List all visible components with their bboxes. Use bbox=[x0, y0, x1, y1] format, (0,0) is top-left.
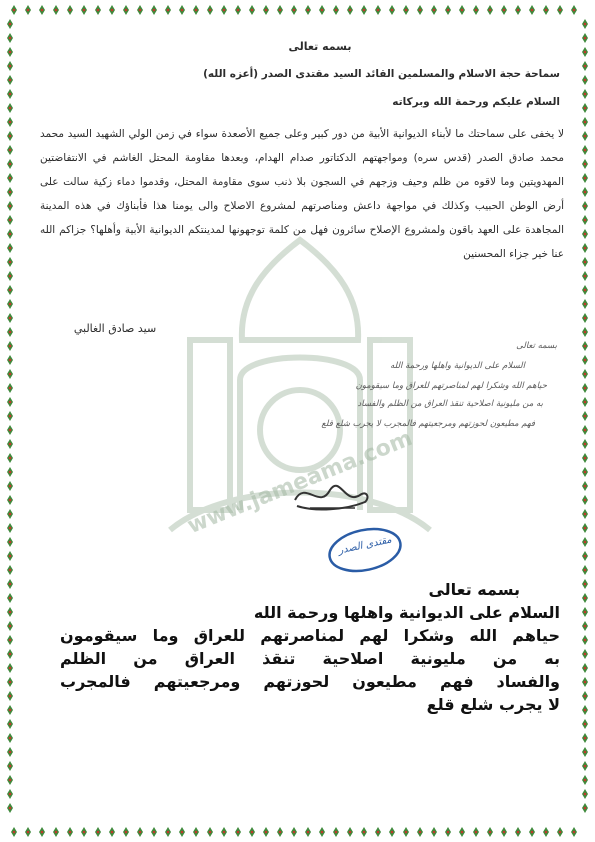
watermark-text: www.jameama.com bbox=[183, 425, 417, 540]
handwritten-reply bbox=[245, 335, 565, 595]
letter-basmala: بسمه تعالى bbox=[288, 40, 352, 53]
letter-sender: سيد صادق الغالبي bbox=[73, 322, 157, 335]
letter-body: لا يخفى على سماحتك ما لأبناء الديوانية الأبية من دور كبير وعلى جميع الأصعدة سواء في زمن الولي الشهيد السيد محمد محمد صادق الصدر (قدس سره) ومواجهتهم الدكتاتور صدام الهدام، وبعدها مقاومة المحتل الغاشم في الانتفاضتين المهدويتين وما لاقوه من ظلم وحيف وزجهم في السجون بلا ذنب سوى مقاومة المحتل، وقدموا دماء زكية سالت على أرض الوطن الحبيب وكذلك في مواجهة داعش ومناصرتهم لمشروع الاصلاح والى يومنا هذا فأبناؤك في هذه المدينة المجاهدة على العهد باقون ولمشروع الإصلاح سائرون فهل من كلمة توجهونها لمدينتكم الديوانية الأبية وأهلها؟ جزاكم الله عنا خير جزاء المحسنين bbox=[40, 128, 564, 260]
handwritten-line: حياهم الله وشكرا لهم لمناصرتهم للعراق وما سيقومون bbox=[355, 381, 547, 391]
border-left-ornaments bbox=[7, 19, 13, 813]
transcript-line: لا يجرب شلع قلع bbox=[426, 695, 560, 714]
reply-transcript bbox=[60, 578, 560, 716]
border-bottom-ornaments bbox=[11, 827, 577, 837]
transcript-line: بسمه تعالى bbox=[428, 580, 520, 599]
transcript-line: والفساد فهم مطيعون لحوزتهم ومرجعيتهم فالمجرب bbox=[60, 672, 560, 691]
handwritten-line: به من مليونية اصلاحية تنقذ العراق من الظلم والفساد bbox=[357, 399, 543, 409]
letter-greeting: السلام عليكم ورحمة الله وبركاته bbox=[392, 96, 560, 108]
letter-addressee: سماحة حجة الاسلام والمسلمين القائد السيد مقتدى الصدر (أعزه الله) bbox=[203, 68, 560, 80]
border-right-ornaments bbox=[582, 19, 588, 813]
transcript-line: حياهم الله وشكرا لهم لمناصرتهم للعراق وما سيقومون bbox=[60, 626, 560, 645]
signature-icon bbox=[285, 470, 375, 520]
handwritten-line: السلام على الديوانية واهلها ورحمة الله bbox=[390, 361, 525, 371]
transcript-line: السلام على الديوانية واهلها ورحمة الله bbox=[253, 603, 560, 622]
border-top-ornaments bbox=[11, 5, 577, 15]
handwritten-line: فهم مطيعون لحوزتهم ومرجعيتهم فالمجرب لا يجرب شلع قلع bbox=[321, 419, 535, 429]
stamp-text: مقتدى الصدر bbox=[337, 534, 393, 557]
transcript-line: به من مليونية اصلاحية تنقذ العراق من الظلم bbox=[60, 649, 560, 668]
handwritten-line: بسمه تعالى bbox=[516, 341, 557, 351]
